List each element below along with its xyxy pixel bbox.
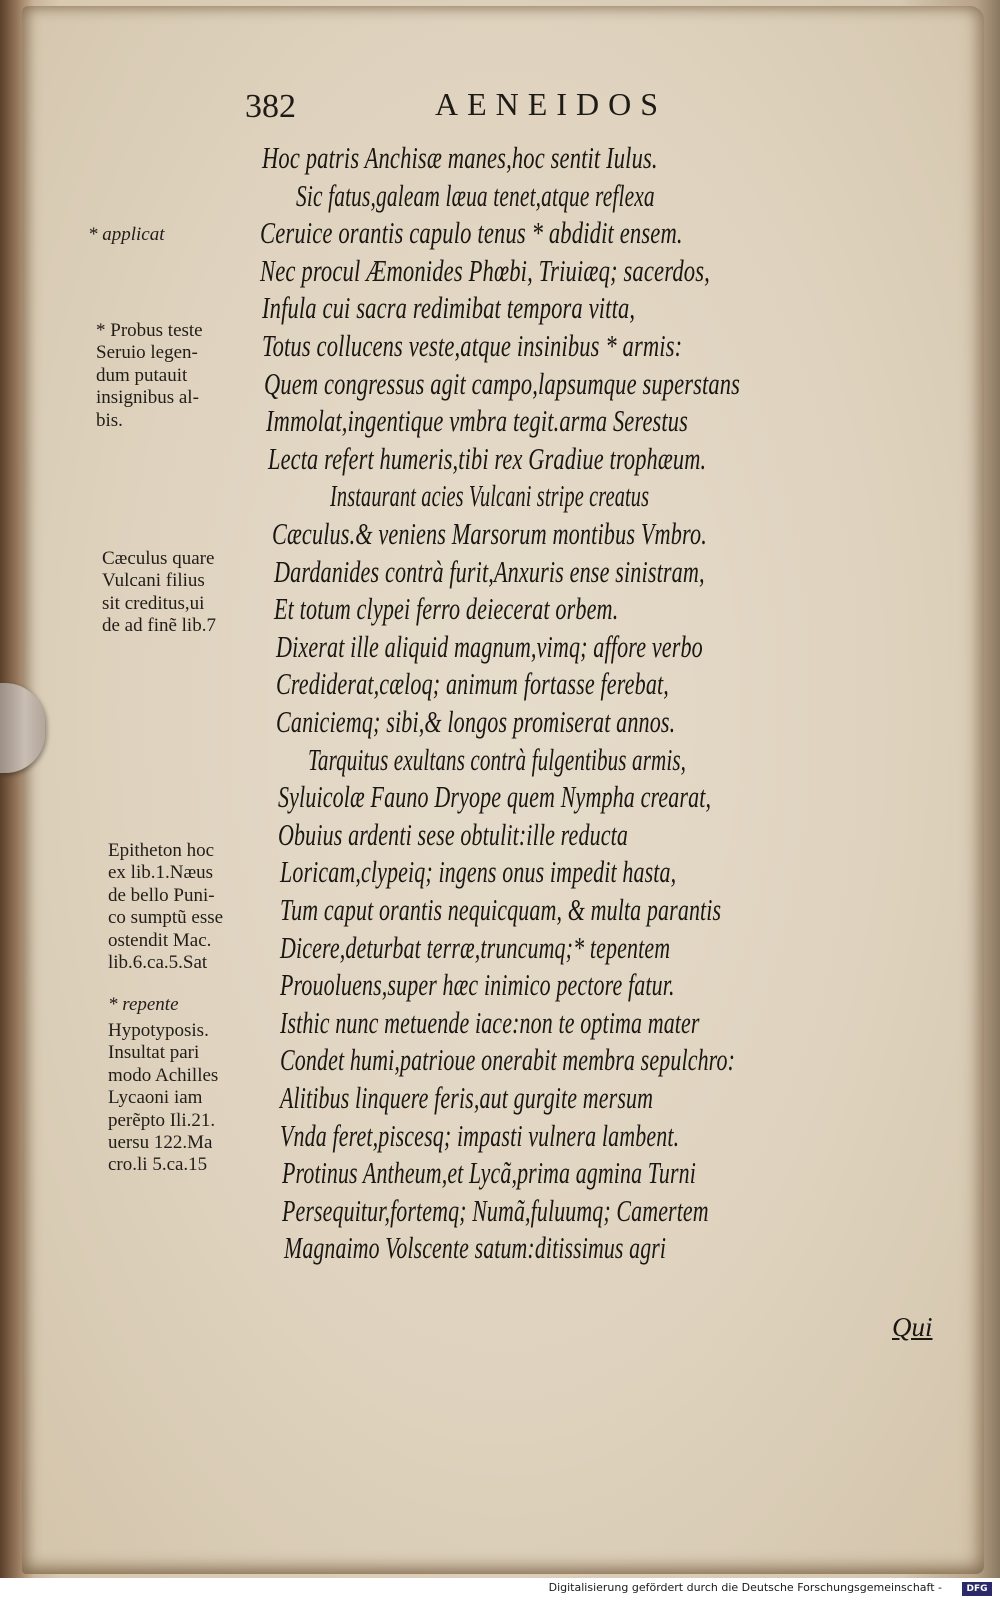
verse-line: Caniciemq; sibi,& longos promiserat annos. (276, 704, 676, 739)
verse-line: Lecta refert humeris,tibi rex Gradiue trophæum. (268, 440, 707, 476)
verse-line: Et totum clypei ferro deiecerat orbem. (274, 591, 619, 627)
verse-line: Immolat,ingentique vmbra tegit.arma Serestus (266, 403, 688, 439)
catchword: Qui (892, 1312, 933, 1342)
running-head: AENEIDOS (435, 86, 667, 122)
verse-line: Obuius ardenti sese obtulit:ille reducta (278, 816, 629, 852)
footer-credit: Digitalisierung gefördert durch die Deutsche Forschungsgemeinschaft - (548, 1581, 942, 1594)
verse-line: Cæculus.& veniens Marsorum montibus Vmbro. (272, 516, 707, 551)
verse-line: Loricam,clypeiq; ingens onus impedit hasta, (280, 854, 677, 890)
margin-note-caeculus: Cæculus quare Vulcani filius sit creditus,ui de ad finẽ lib.7 (102, 548, 216, 637)
verse-line: Crediderat,cæloq; animum fortasse ferebat, (276, 666, 669, 702)
margin-note-repente: * repente (108, 994, 179, 1015)
verse-line: Vnda feret,piscesq; impasti vulnera lambent. (280, 1117, 680, 1153)
verse-line: Persequitur,fortemq; Numã,fuluumq; Camertem (282, 1192, 709, 1228)
verse-line: Tarquitus exultans contrà fulgentibus armis, (308, 741, 687, 777)
verse-line: Quem congressus agit campo,lapsumque superstans (264, 365, 741, 401)
verse-line: Totus collucens veste,atque insinibus * armis: (262, 328, 683, 363)
verse-line: Sic fatus,galeam læua tenet,atque reflexa (296, 177, 655, 213)
margin-note-hypotyposis: Hypotyposis. Insultat pari modo Achilles Lycaoni iam perẽpto Ili.21. uersu 122.Ma cro.li 5.ca.15 (108, 1020, 219, 1176)
dfg-logo: DFG (962, 1582, 992, 1596)
margin-note-epitheton: Epitheton hoc ex lib.1.Næus de bello Puni- co sumptũ esse ostendit Mac. lib.6.ca.5.Sat (108, 840, 224, 974)
verse-line: Hoc patris Anchisæ manes,hoc sentit Iulus. (262, 140, 658, 175)
digitization-footer (0, 1578, 1000, 1600)
verse-line: Isthic nunc metuende iace:non te optima mater (280, 1004, 700, 1040)
verse-line: Instaurant acies Vulcani stripe creatus (330, 478, 650, 514)
verse-line: Dixerat ille aliquid magnum,vimq; affore verbo (276, 628, 703, 664)
verse-line: Ceruice orantis capulo tenus * abdidit ensem. (260, 215, 683, 251)
verse-line: Syluicolæ Fauno Dryope quem Nympha crearat, (278, 779, 712, 815)
verse-line: Tum caput orantis nequicquam, & multa parantis (280, 892, 722, 927)
page-number: 382 (245, 88, 296, 125)
verse-line: Dicere,deturbat terræ,truncumq;* tepentem (280, 929, 671, 965)
margin-note-probus: * Probus teste Seruio legen- dum putauit insignibus al- bis. (96, 320, 203, 431)
verse-line: Alitibus linquere feris,aut gurgite mersum (280, 1080, 654, 1115)
verse-line: Condet humi,patrioue onerabit membra sepulchro: (280, 1042, 736, 1078)
verse-line: Protinus Antheum,et Lycã,prima agmina Turni (282, 1155, 696, 1191)
verse-line: Magnaimo Volscente satum:ditissimus agri (284, 1230, 667, 1266)
verse-line: Prouoluens,super hæc inimico pectore fatur. (280, 967, 675, 1003)
verse-line: Infula cui sacra redimibat tempora vitta, (262, 290, 636, 326)
verse-line: Nec procul Æmonides Phœbi, Triuiæq; sacerdos, (260, 252, 710, 288)
margin-note-applicat: * applicat (88, 224, 165, 245)
verse-line: Dardanides contrà furit,Anxuris ense sinistram, (274, 553, 705, 589)
